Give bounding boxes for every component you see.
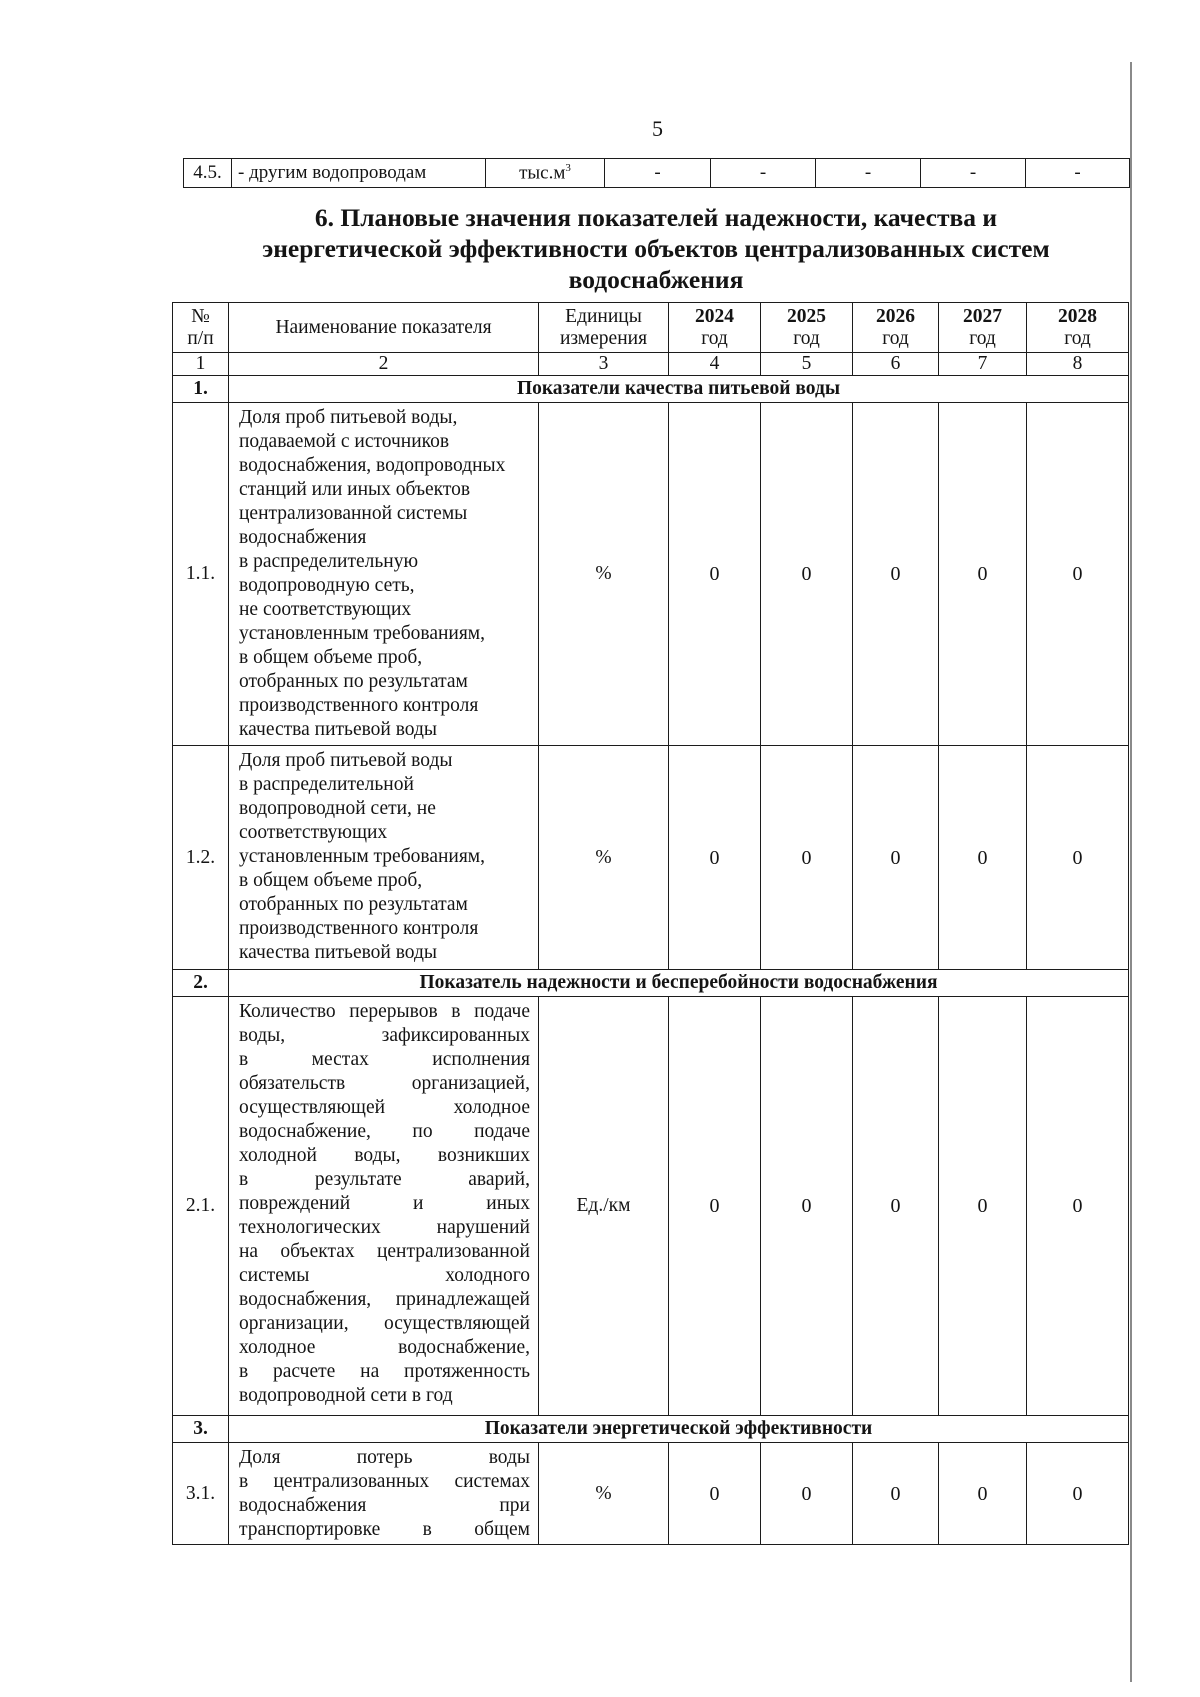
- value-cell: 0: [853, 403, 939, 746]
- row-number: 2.1.: [173, 997, 229, 1416]
- indicator-name: Доля проб питьевой воды, подаваемой с источников водоснабжения, водопроводных станций или иных объектов централизованной системы водоснабжения в распределительную водопроводную сеть, не соответствующих установленным требованиям, в общем объеме проб, отобранных по результатам производственного контроля качества питьевой воды: [229, 403, 539, 746]
- value-cell: 0: [761, 746, 853, 970]
- value-cell: -: [711, 159, 816, 188]
- heading-line: энергетической эффективности объектов централизованных систем: [262, 234, 1050, 263]
- column-number: 7: [939, 353, 1027, 376]
- column-number: 3: [539, 353, 669, 376]
- unit-cell: %: [539, 403, 669, 746]
- indicators-table: [172, 302, 1129, 1545]
- value-cell: 0: [761, 403, 853, 746]
- value-cell: 0: [939, 746, 1027, 970]
- section-row: [173, 1416, 1129, 1443]
- section-number: 1.: [173, 376, 229, 403]
- header-year: 2026 год: [853, 303, 939, 353]
- heading-line: водоснабжения: [568, 265, 744, 294]
- value-cell: 0: [853, 746, 939, 970]
- section-title: Показатели качества питьевой воды: [229, 376, 1129, 403]
- header-year: 2024 год: [669, 303, 761, 353]
- column-number: 4: [669, 353, 761, 376]
- value-cell: 0: [669, 1443, 761, 1545]
- value-cell: 0: [1027, 1443, 1129, 1545]
- value-cell: 0: [853, 1443, 939, 1545]
- value-cell: 0: [939, 997, 1027, 1416]
- column-number: 8: [1027, 353, 1129, 376]
- table-header-row: [173, 303, 1129, 353]
- section-number: 3.: [173, 1416, 229, 1443]
- value-cell: 0: [761, 1443, 853, 1545]
- value-cell: -: [921, 159, 1026, 188]
- header-name: Наименование показателя: [229, 303, 539, 353]
- header-num: № п/п: [173, 303, 229, 353]
- continuation-table: [183, 158, 1130, 188]
- value-cell: 0: [669, 997, 761, 1416]
- row-number: 1.1.: [173, 403, 229, 746]
- column-number: 5: [761, 353, 853, 376]
- section-number: 2.: [173, 970, 229, 997]
- indicator-name: Доля проб питьевой воды в распределительной водопроводной сети, не соответствующих установленным требованиям, в общем объеме проб, отобранных по результатам производственного контроля качества питьевой воды: [229, 746, 539, 970]
- column-number: 2: [229, 353, 539, 376]
- value-cell: 0: [669, 746, 761, 970]
- section-row: [173, 970, 1129, 997]
- value-cell: -: [1026, 159, 1130, 188]
- value-cell: -: [816, 159, 921, 188]
- indicator-name: Доля потерь воды в централизованных системах водоснабжения при транспортировке в общем: [229, 1443, 539, 1545]
- page-number: 5: [652, 116, 663, 141]
- header-unit: Единицы измерения: [539, 303, 669, 353]
- value-cell: 0: [939, 1443, 1027, 1545]
- page-edge-line: [1130, 62, 1132, 1682]
- unit-superscript: 3: [565, 161, 571, 174]
- value-cell: 0: [1027, 746, 1129, 970]
- unit-cell: %: [539, 1443, 669, 1545]
- unit-cell: %: [539, 746, 669, 970]
- value-cell: 0: [853, 997, 939, 1416]
- value-cell: 0: [939, 403, 1027, 746]
- table-row: [173, 746, 1129, 970]
- header-year: 2025 год: [761, 303, 853, 353]
- value-cell: 0: [669, 403, 761, 746]
- table-row: [173, 403, 1129, 746]
- row-number: 3.1.: [173, 1443, 229, 1545]
- heading-line: 6. Плановые значения показателей надежности, качества и: [314, 203, 998, 232]
- table-row: [184, 159, 1130, 188]
- header-year: 2028 год: [1027, 303, 1129, 353]
- table-row: [173, 997, 1129, 1416]
- unit-cell: Ед./км: [539, 997, 669, 1416]
- section-row: [173, 376, 1129, 403]
- unit-text: тыс.м: [519, 162, 566, 184]
- row-number: 4.5.: [184, 159, 232, 188]
- column-number-row: [173, 353, 1129, 376]
- section-title: Показатели энергетической эффективности: [229, 1416, 1129, 1443]
- column-number: 6: [853, 353, 939, 376]
- value-cell: 0: [1027, 997, 1129, 1416]
- value-cell: -: [605, 159, 711, 188]
- column-number: 1: [173, 353, 229, 376]
- value-cell: 0: [761, 997, 853, 1416]
- row-number: 1.2.: [173, 746, 229, 970]
- unit-cell: [486, 159, 605, 188]
- section-heading: [183, 202, 1129, 295]
- table-row: [173, 1443, 1129, 1545]
- indicator-name: Количество перерывов в подаче воды, зафиксированных в местах исполнения обязательств организацией, осуществляющей холодное водоснабжение, по подаче холодной воды, возникших в результате аварий, повреждений и иных технологических нарушений на объектах централизованной системы холодного водоснабжения, принадлежащей организации, осуществляющей холодное водоснабжение, в расчете на протяженность водопроводной сети в год: [229, 997, 539, 1416]
- header-year: 2027 год: [939, 303, 1027, 353]
- value-cell: 0: [1027, 403, 1129, 746]
- indicator-name: - другим водопроводам: [232, 159, 486, 188]
- section-title: Показатель надежности и бесперебойности водоснабжения: [229, 970, 1129, 997]
